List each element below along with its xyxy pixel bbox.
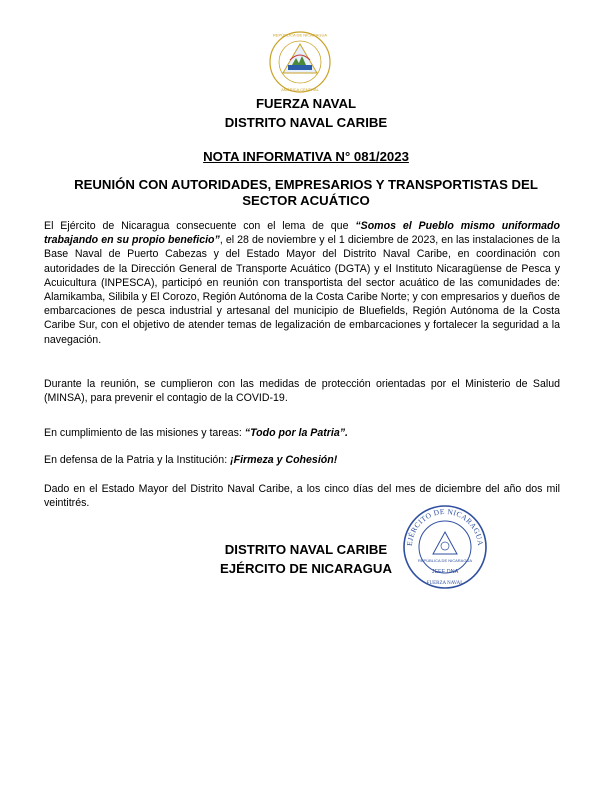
paragraph-4 — [44, 453, 560, 467]
seal-text-bottom: AMÉRICA CENTRAL — [281, 87, 319, 92]
header-fuerza-naval: FUERZA NAVAL — [255, 96, 357, 111]
paragraph-1 — [44, 219, 560, 347]
seal-text-top: REPÚBLICA DE NICARAGUA — [272, 32, 328, 38]
coat-of-arms-seal — [268, 30, 332, 94]
paragraph-2: Durante la reunión, se cumplieron con las medidas de protección orientadas por el Ministerio de Salud (MINSA), para prevenir el contagio de la COVID-19. — [44, 378, 560, 405]
signature-line-2: EJÉRCITO DE NICARAGUA — [220, 561, 392, 576]
header-distrito: DISTRITO NAVAL CARIBE — [224, 115, 388, 130]
paragraph-3-text: En cumplimiento de las misiones y tareas: — [44, 427, 245, 439]
paragraph-3-motto: “Todo por la Patria”. — [244, 427, 348, 439]
subject-title: REUNIÓN CON AUTORIDADES, EMPRESARIOS Y TRANSPORTISTAS DEL SECTOR ACUÁTICO — [74, 177, 538, 208]
stamp-center-text: REPÚBLICA DE NICARAGUA — [417, 558, 473, 563]
paragraph-1-text-c: , el 28 de noviembre y el 1 diciembre de 2023, en las instalaciones de la Base Naval de Puerto Cabezas y del Estado Mayor del Distrito Naval Caribe, en coordinación con autoridades de la Dirección General de Transporte Acuático (DGTA) y el Instituto Nicaragüense de Pesca y Acuicultura (INPESCA), participó en reunión con transportista del sector acuático de las comunidades de: Alamikamba, Silibila y El Corozo, Región Autónoma de la Costa Caribe Norte; y con empresarios y dueños de embarcaciones de pesca industrial y artesanal del municipio de Bluefields, Región Autónoma de la Costa Caribe Sur, con el objetivo de atender temas de legalización de embarcaciones y fortalecer la seguridad a la navegación. — [44, 234, 560, 346]
paragraph-1-text-a: El Ejército de Nicaragua consecuente con el lema de que — [44, 220, 356, 232]
official-stamp — [402, 504, 488, 590]
paragraph-4-motto: ¡Firmeza y Cohesión! — [230, 454, 338, 466]
document-number-title: NOTA INFORMATIVA N° 081/2023 — [203, 149, 409, 164]
paragraph-3 — [44, 426, 560, 440]
stamp-ring-text: EJÉRCITO DE NICARAGUA — [404, 506, 486, 547]
signature-line-1: DISTRITO NAVAL CARIBE — [224, 542, 388, 557]
paragraph-4-text: En defensa de la Patria y la Institución: — [44, 454, 231, 466]
stamp-unit: FUERZA NAVAL — [426, 581, 464, 586]
paragraph-1-motto: “Somos el Pueblo mismo uniformado trabajando en su propio beneficio” — [44, 220, 560, 247]
stamp-role: JEFE DNA — [431, 569, 459, 575]
signature-block — [196, 540, 416, 578]
paragraph-5: Dado en el Estado Mayor del Distrito Naval Caribe, a los cinco días del mes de diciembre del año dos mil veintitrés. — [44, 483, 560, 510]
